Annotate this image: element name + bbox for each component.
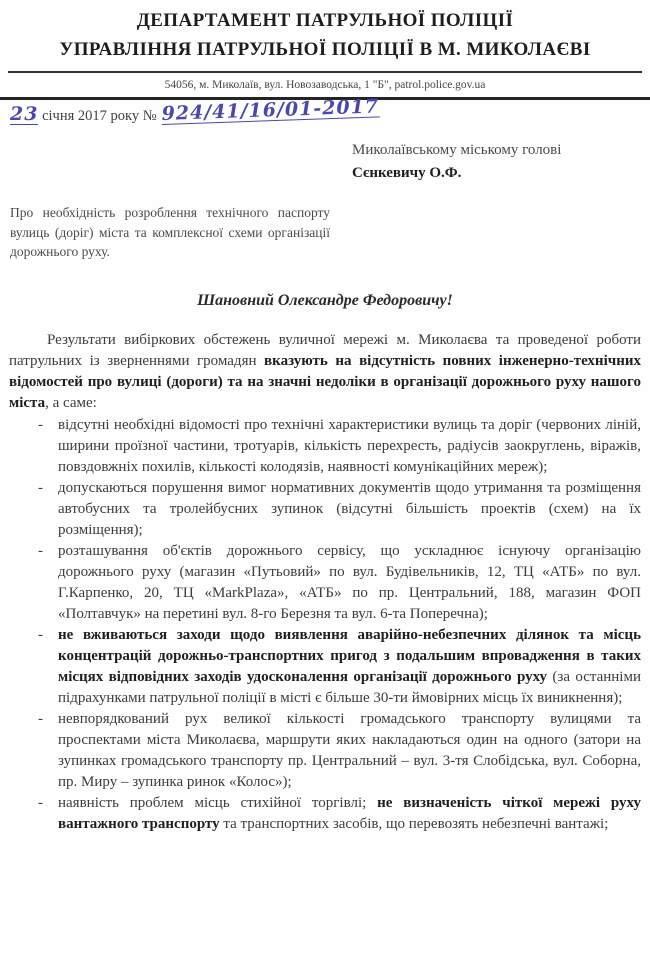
handwritten-day: 23 [10, 103, 39, 125]
org-address: 54056, м. Миколаїв, вул. Новозаводська, 1 "Б", patrol.police.gov.ua [164, 79, 486, 91]
issues-list [0, 415, 650, 835]
letter-subject: Про необхідність розроблення технічного паспорту вулиць (доріг) міста та комплексної схеми організації дорожнього руху. [10, 205, 330, 259]
intro-text-bold: вказують на відсутність повних інженерно-технічних відомостей про вулиці (дороги) та на значні недоліки в організації дорожнього руху нашого міста [9, 352, 641, 411]
list-item-text-bold: не вживаються заходи щодо виявлення аварійно-небезпечних ділянок та місць концентрацій дорожньо-транспортних пригод з подальшим впровадження в таких місцях відповідних заходів удосконалення організації дорожнього руху [58, 626, 641, 685]
list-item-text: наявність проблем місць стихійної торгівлі; [58, 794, 378, 811]
list-item [58, 625, 641, 709]
recipient-block [352, 139, 650, 185]
list-item [58, 793, 641, 835]
org-title-line2: УПРАВЛІННЯ ПАТРУЛЬНОЇ ПОЛІЦІЇ В М. МИКОЛАЄВІ [59, 39, 591, 60]
list-item-text: допускаються порушення вимог нормативних документів щодо утримання та розміщення автобусних та тролейбусних зупинок (відсутні більшість проектів (схем) на їх розміщення); [58, 479, 641, 538]
list-item-text: (за останніми підрахунками патрульної поліції в місті є більше 30-ти ймовірних місць їх виникнення); [58, 668, 641, 706]
list-item-text: розташування об'єктів дорожнього сервісу, що ускладнює існуючу організацію дорожнього руху (магазин «Путьовий» по вул. Будівельників, 12, ТЦ «АТБ» по вул. Г.Карпенко, 20, ТЦ «MarkPlaza», «АТБ» по пр. Центральний, 188, магазин ФОП «Полтавчук» на перетині вул. 8-го Березня та вул. 6-та Поперечна); [58, 542, 641, 622]
list-item-text: та транспортних засобів, що перевозять небезпечні вантажі; [219, 815, 609, 832]
list-item-text: невпорядкований рух великої кількості громадського транспорту вулицями та проспектами міста Миколаєва, маршрути яких накладаються один на одного (затори на зупинках громадського транспорту пр. Центральний – вул. 3-тя Слобідська, вул. Соборна, пр. Миру – зупинка ринок «Колос»); [58, 710, 641, 790]
list-item-text: відсутні необхідні відомості про технічні характеристики вулиць та доріг (червоних ліній, ширини проїзної частини, тротуарів, кількість перехресть, радіусів заокруглень, віражів, повздовжніх похилів, кількості колодязів, наявності комунікаційних мереж); [58, 416, 641, 475]
recipient-name: Сєнкевичу О.Ф. [352, 165, 462, 181]
org-title-line1: ДЕПАРТАМЕНТ ПАТРУЛЬНОЇ ПОЛІЦІЇ [136, 10, 514, 31]
handwritten-reference-number: 924/41/16/01-2017 [161, 95, 380, 125]
intro-text-pre: Результати вибіркових обстежень вуличної мережі м. Миколаєва та проведеної роботи патрульних із зверненнями громадян [9, 331, 641, 369]
list-item [58, 541, 641, 625]
reference-typed-text: січня 2017 року № [38, 108, 161, 124]
intro-paragraph [0, 330, 650, 414]
intro-text-post: , а саме: [45, 394, 97, 411]
salutation: Шановний Олександре Федоровичу! [197, 291, 453, 309]
list-item-text-bold: не визначеність чіткої мережі руху вантажного транспорту [58, 794, 641, 832]
list-item [58, 478, 641, 541]
recipient-position: Миколаївському міському голові [352, 142, 562, 158]
list-item [58, 709, 641, 793]
list-item [58, 415, 641, 478]
reference-line [0, 95, 650, 125]
letterhead [0, 0, 650, 64]
